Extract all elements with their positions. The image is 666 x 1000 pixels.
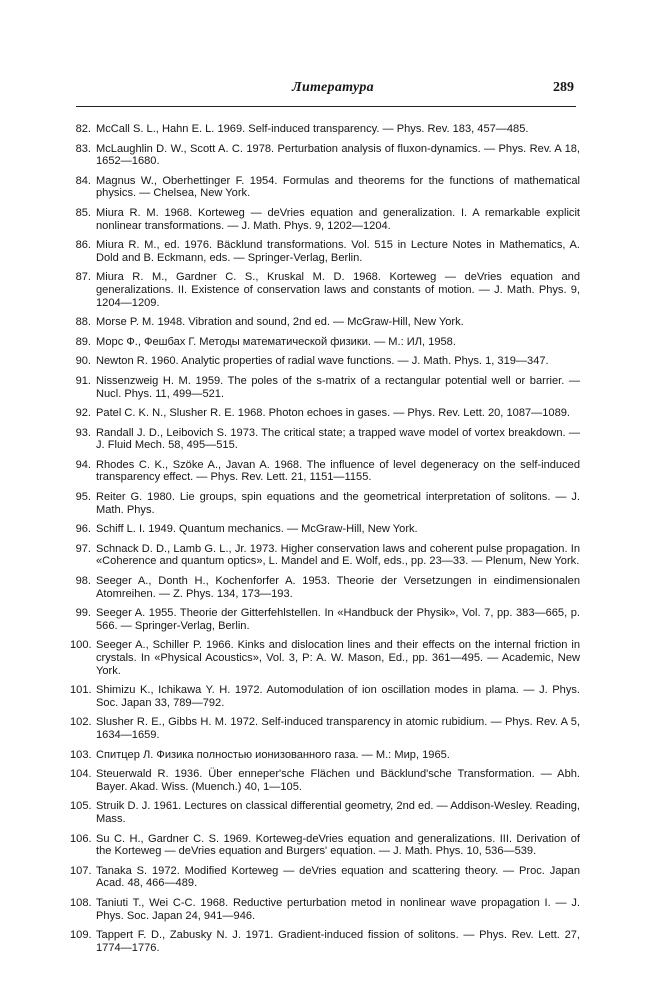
- reference-item: [70, 768, 580, 793]
- reference-text: Su C. H., Gardner C. S. 1969. Korteweg-deVries equation and generalizations. III. Derivation of the Korteweg — deVries equation and Burgers' equation. — J. Math. Phys. 10, 536—539.: [96, 832, 580, 858]
- reference-text: Seeger A., Schiller P. 1966. Kinks and dislocation lines and their effects on the internal friction in crystals. In «Physical Acoustics», Vol. 3, P: A. W. Mason, Ed., pp. 361—495. — Academic, New York.: [96, 639, 580, 677]
- reference-number: 107.: [70, 864, 92, 877]
- page-number: 289: [553, 80, 574, 95]
- reference-number: 106.: [70, 832, 92, 845]
- reference-number: 90.: [75, 355, 91, 368]
- reference-item: [70, 271, 580, 309]
- reference-item: [70, 123, 580, 136]
- reference-list: [70, 123, 580, 961]
- reference-number: 92.: [75, 407, 91, 420]
- reference-number: 82.: [75, 123, 91, 135]
- reference-item: [70, 929, 580, 954]
- reference-text: Miura R. M., ed. 1976. Bäcklund transformations. Vol. 515 in Lecture Notes in Mathematics, A. Dold and B. Eckmann, eds. — Springer-Verlag, Berlin.: [96, 239, 580, 264]
- reference-item: [70, 833, 580, 858]
- reference-text: Морс Ф., Фешбах Г. Методы математической физики. — М.: ИЛ, 1958.: [96, 335, 456, 348]
- reference-text: Patel C. K. N., Slusher R. E. 1968. Photon echoes in gases. — Phys. Rev. Lett. 20, 1087—1089.: [96, 407, 571, 420]
- reference-number: 85.: [75, 206, 91, 219]
- reference-number: 100.: [70, 639, 92, 652]
- reference-text: Спитцер Л. Физика полностью ионизованного газа. — М.: Мир, 1965.: [96, 748, 450, 761]
- reference-item: [70, 336, 580, 349]
- reference-number: 89.: [75, 335, 91, 348]
- header-rule: [76, 106, 576, 107]
- reference-item: [70, 316, 580, 329]
- reference-text: Tappert F. D., Zabusky N. J. 1971. Gradient-induced fission of solitons. — Phys. Rev. Lett. 27, 1774—1776.: [96, 929, 580, 954]
- reference-number: 98.: [75, 575, 91, 588]
- reference-text: Seeger A. 1955. Theorie der Gitterfehlstellen. In «Handbuck der Physik», Vol. 7, pp. 383—665, p. 566. — Springer-Verlag, Berlin.: [96, 607, 580, 632]
- reference-number: 99.: [75, 607, 91, 620]
- reference-text: Reiter G. 1980. Lie groups, spin equations and the geometrical interpretation of solitons. — J. Math. Phys.: [96, 491, 580, 516]
- reference-number: 103.: [70, 748, 92, 761]
- reference-item: [70, 800, 580, 825]
- reference-item: [70, 575, 580, 600]
- reference-text: Taniuti T., Wei C-C. 1968. Reductive perturbation metod in nonlinear wave propagation I. — J. Phys. Soc. Japan 24, 941—946.: [96, 896, 580, 922]
- reference-text: Newton R. 1960. Analytic properties of radial wave functions. — J. Math. Phys. 1, 319—347.: [96, 355, 549, 368]
- reference-number: 91.: [75, 374, 91, 387]
- page-header: [0, 80, 666, 104]
- reference-number: 108.: [70, 896, 92, 909]
- reference-item: [70, 749, 580, 762]
- reference-item: [70, 897, 580, 922]
- reference-item: [70, 523, 580, 536]
- reference-text: Schnack D. D., Lamb G. L., Jr. 1973. Higher conservation laws and coherent pulse propagation. In «Coherence and quantum optics», L. Mandel and E. Wolf, eds., pp. 23—33. — Plenum, New York.: [96, 542, 580, 568]
- reference-number: 109.: [70, 929, 92, 942]
- reference-item: [70, 175, 580, 200]
- reference-text: Miura R. M., Gardner C. S., Kruskal M. D. 1968. Korteweg — deVries equation and generalizations. II. Existence of conservation laws and constants of motion. — J. Math. Phys. 9, 1204—1209.: [96, 271, 580, 309]
- reference-number: 84.: [75, 174, 91, 187]
- reference-item: [70, 716, 580, 741]
- reference-text: Shimizu K., Ichikawa Y. H. 1972. Automodulation of ion oscillation modes in plama. — J. Phys. Soc. Japan 33, 789—792.: [96, 684, 580, 709]
- reference-text: Tanaka S. 1972. Modified Korteweg — deVries equation and scattering theory. — Proc. Japan Acad. 48, 466—489.: [96, 864, 580, 890]
- reference-text: McLaughlin D. W., Scott A. C. 1978. Perturbation analysis of fluxon-dynamics. — Phys. Rev. A 18, 1652—1680.: [96, 142, 580, 168]
- reference-text: Nissenzweig H. M. 1959. The poles of the s-matrix of a rectangular potential well or barrier. — Nucl. Phys. 11, 499—521.: [96, 374, 580, 400]
- reference-text: Rhodes C. K., Szöke A., Javan A. 1968. The influence of level degeneracy on the self-induced transparency effect. — Phys. Rev. Lett. 21, 1151—1155.: [96, 458, 580, 484]
- reference-number: 101.: [70, 684, 92, 697]
- reference-number: 96.: [75, 523, 91, 536]
- reference-text: Steuerwald R. 1936. Über enneper'sche Flächen und Bäcklund'sche Transformation. — Abh. Bayer. Akad. Wiss. (Muench.) 40, 1—105.: [96, 768, 580, 793]
- reference-text: Randall J. D., Leibovich S. 1973. The critical state; a trapped wave model of vortex breakdown. — J. Fluid Mech. 58, 495—515.: [96, 426, 580, 452]
- reference-text: Schiff L. I. 1949. Quantum mechanics. — McGraw-Hill, New York.: [96, 523, 418, 536]
- reference-text: Slusher R. E., Gibbs H. M. 1972. Self-induced transparency in atomic rubidium. — Phys. Rev. A 5, 1634—1659.: [96, 716, 580, 741]
- reference-item: [70, 491, 580, 516]
- reference-text: Struik D. J. 1961. Lectures on classical differential geometry, 2nd ed. — Addison-Wesley. Reading, Mass.: [96, 800, 580, 825]
- reference-text: McCall S. L., Hahn E. L. 1969. Self-induced transparency. — Phys. Rev. 183, 457—485.: [96, 123, 529, 135]
- reference-number: 94.: [75, 458, 91, 471]
- reference-number: 102.: [70, 716, 92, 729]
- reference-text: Magnus W., Oberhettinger F. 1954. Formulas and theorems for the functions of mathematical physics. — Chelsea, New York.: [96, 174, 580, 200]
- reference-item: [70, 355, 580, 368]
- reference-item: [70, 407, 580, 420]
- reference-item: [70, 543, 580, 568]
- reference-item: [70, 607, 580, 632]
- reference-item: [70, 375, 580, 400]
- reference-item: [70, 143, 580, 168]
- reference-number: 95.: [75, 491, 91, 504]
- reference-number: 87.: [75, 271, 91, 284]
- reference-number: 83.: [75, 142, 91, 155]
- reference-text: Miura R. M. 1968. Korteweg — deVries equation and generalization. I. A remarkable explicit nonlinear transformations. — J. Math. Phys. 9, 1202—1204.: [96, 206, 580, 232]
- reference-number: 86.: [75, 239, 91, 252]
- running-title: Литература: [292, 80, 374, 95]
- reference-number: 93.: [75, 426, 91, 439]
- reference-number: 104.: [70, 768, 92, 781]
- reference-item: [70, 639, 580, 677]
- reference-item: [70, 459, 580, 484]
- reference-item: [70, 207, 580, 232]
- reference-number: 88.: [75, 316, 91, 329]
- reference-text: Morse P. M. 1948. Vibration and sound, 2nd ed. — McGraw-Hill, New York.: [96, 316, 464, 329]
- reference-number: 105.: [70, 800, 92, 813]
- reference-text: Seeger A., Donth H., Kochenforfer A. 1953. Theorie der Versetzungen in eindimensionalen Atomreihen. — Z. Phys. 134, 173—193.: [96, 575, 580, 600]
- reference-item: [70, 239, 580, 264]
- reference-item: [70, 427, 580, 452]
- reference-item: [70, 684, 580, 709]
- reference-item: [70, 865, 580, 890]
- reference-number: 97.: [75, 542, 91, 555]
